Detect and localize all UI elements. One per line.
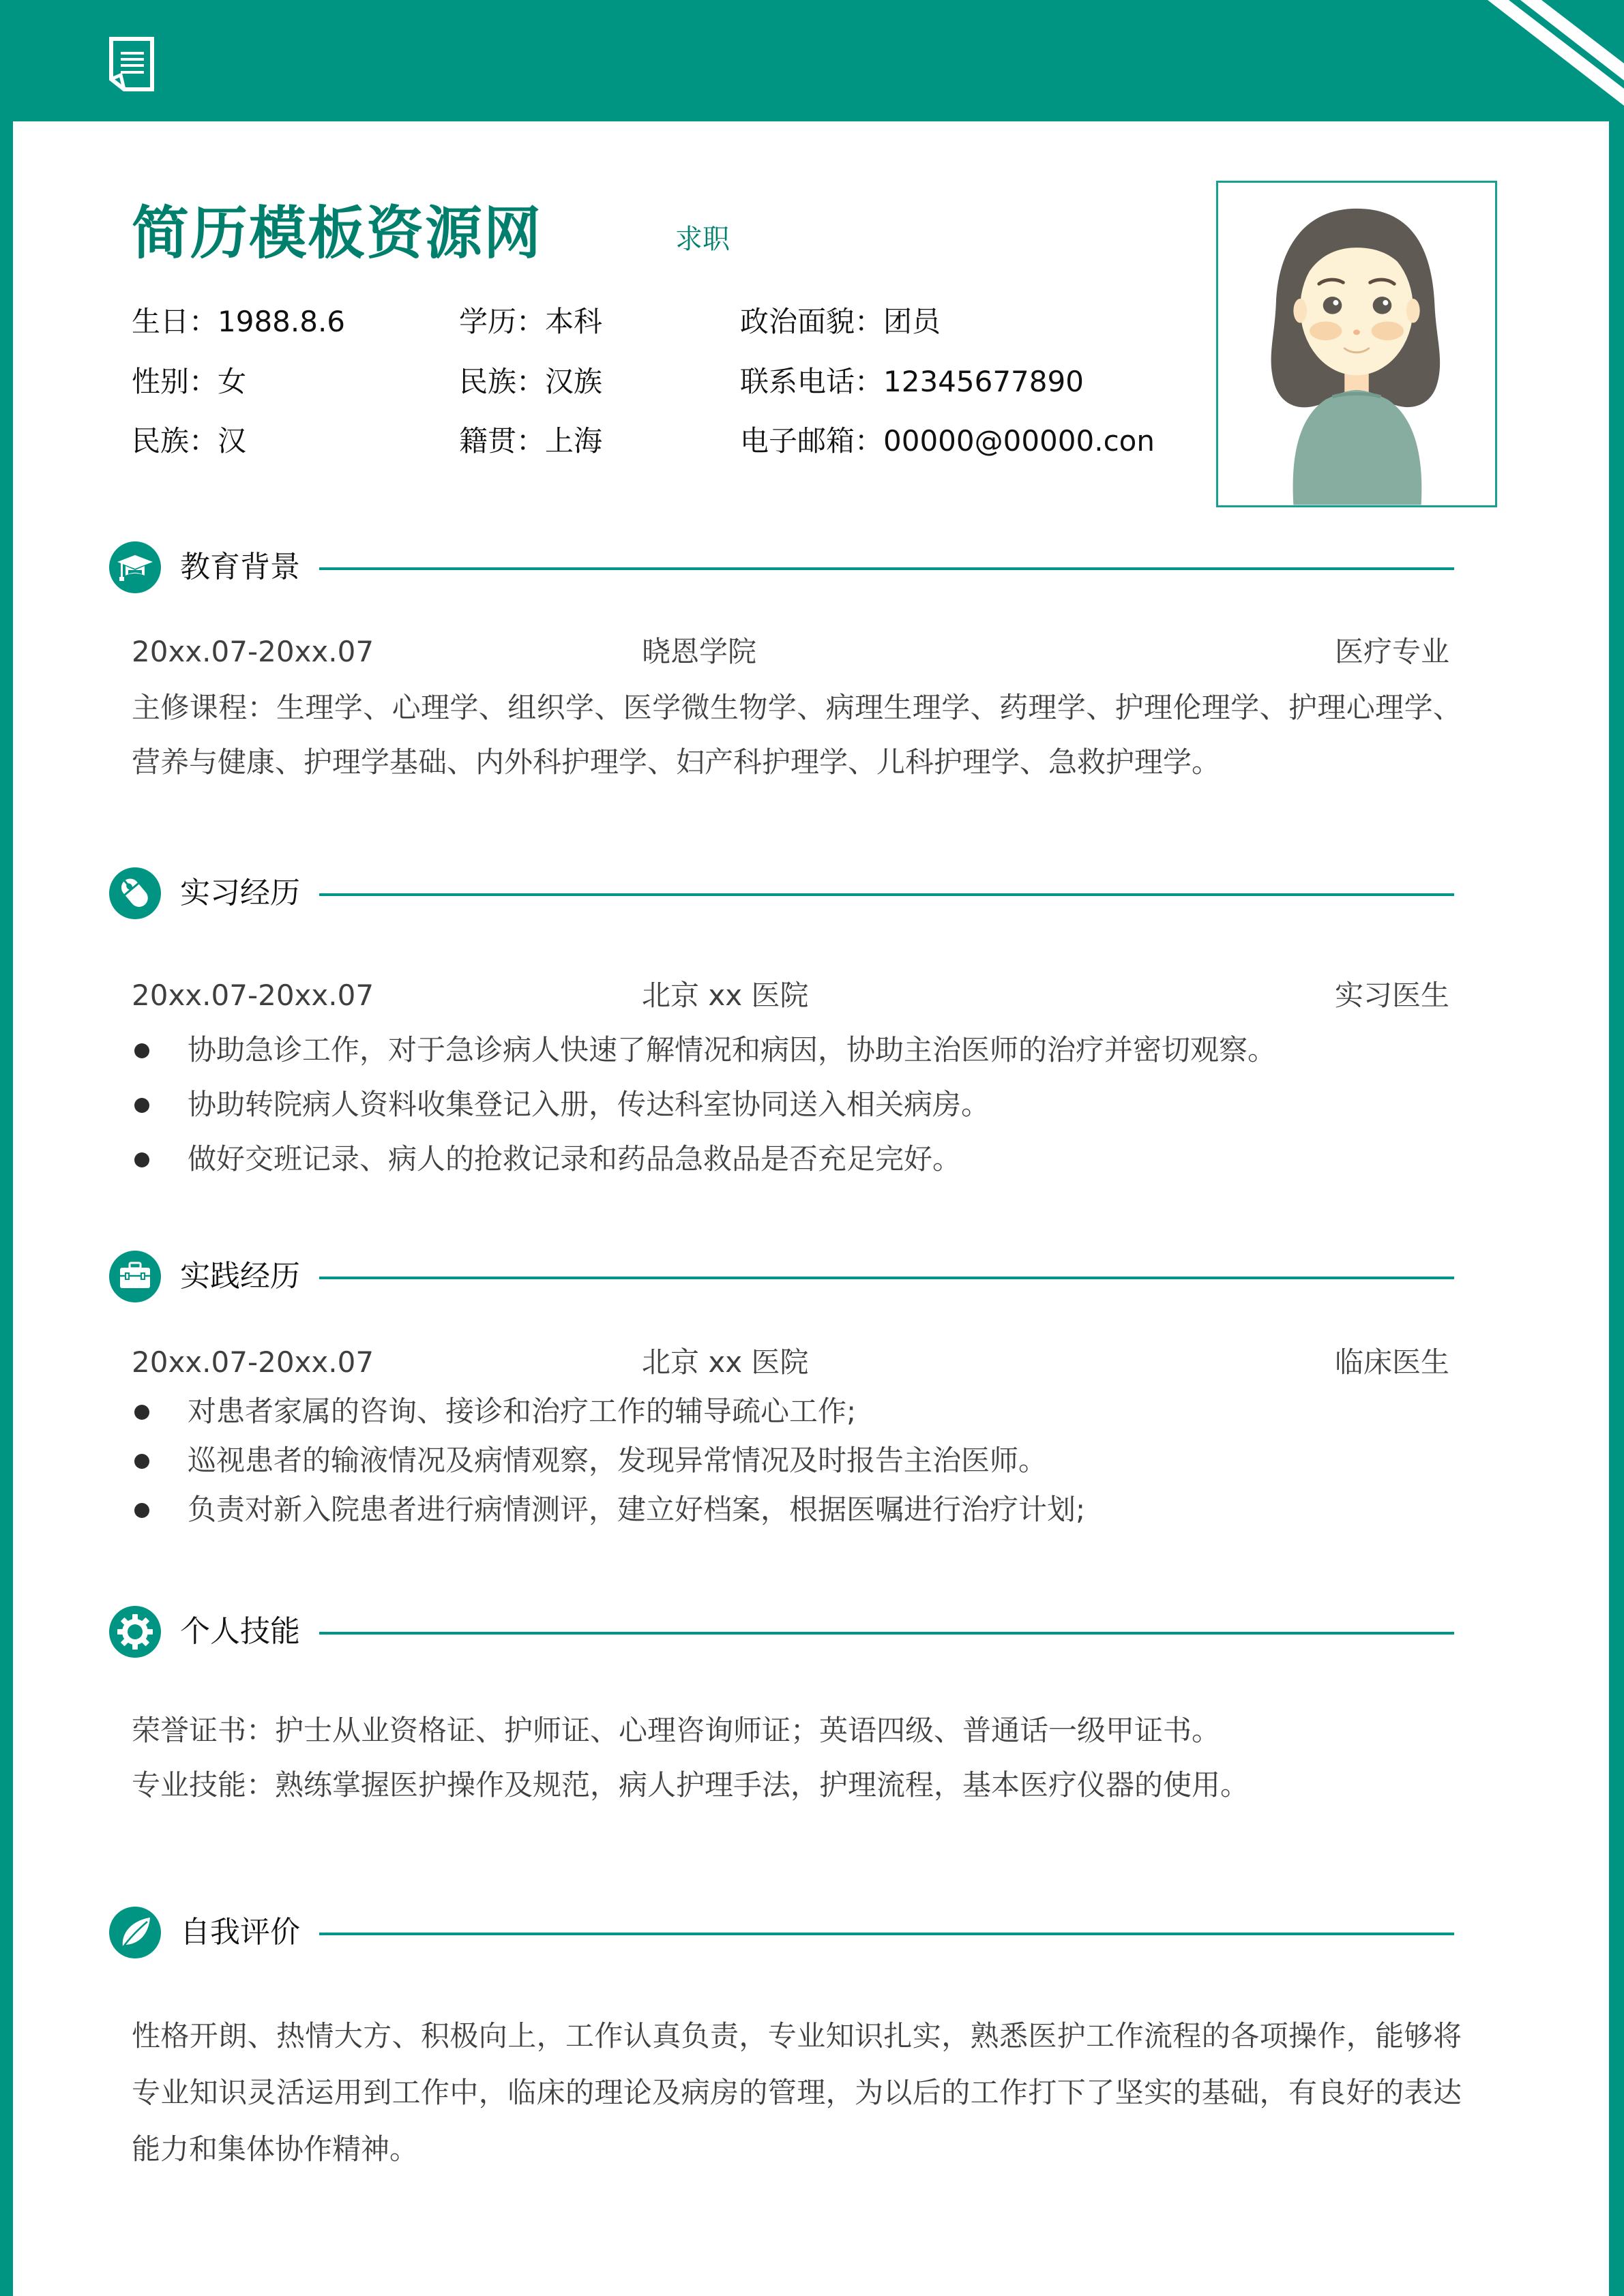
bullet-icon [134, 1152, 149, 1167]
info-ethnicity: 民族：汉族 [459, 365, 603, 398]
education-school: 晓恩学院 [642, 635, 757, 668]
info-phone: 联系电话：12345677890 [740, 365, 1084, 398]
self-evaluation-text: 性格开朗、热情大方、积极向上，工作认真负责，专业知识扎实，熟悉医护工作流程的各项操作，能够将专业知识灵活运用到工作中，临床的理论及病房的管理，为以后的工作打下了坚实的基础，有良好的表达能力和集体协作精神。 [132, 2019, 1462, 2166]
list-item: 协助急诊工作，对于急诊病人快速了解情况和病因，协助主治医师的治疗并密切观察。 [132, 1031, 1455, 1086]
section-internship [109, 867, 1454, 922]
section-skills [109, 1606, 1454, 1660]
info-gender: 性别：女 [132, 365, 247, 398]
section-title: 教育背景 [180, 550, 300, 584]
practice-duties [132, 1392, 1455, 1540]
section-title: 实践经历 [180, 1259, 300, 1294]
practice-date: 20xx.07-20xx.07 [132, 1345, 374, 1379]
section-practice [109, 1251, 1454, 1305]
section-self-evaluation [109, 1907, 1454, 1961]
info-political-status: 政治面貌：团员 [740, 305, 941, 338]
practice-entry-header [132, 1343, 1449, 1382]
internship-organization: 北京 xx 医院 [642, 979, 809, 1012]
education-courses: 主修课程：生理学、心理学、组织学、医学微生物学、病理生理学、药理学、护理伦理学、护理心理学、营养与健康、护理学基础、内外科护理学、妇产科护理学、儿科护理学、急救护理学。 [132, 691, 1462, 779]
briefcase-icon [109, 1251, 161, 1302]
practice-role: 临床医生 [1334, 1345, 1449, 1379]
bullet-icon [134, 1043, 149, 1058]
internship-role: 实习医生 [1334, 979, 1449, 1012]
header-band [0, 0, 1624, 121]
leaf-icon [109, 1907, 161, 1958]
info-education: 学历：本科 [459, 305, 603, 338]
section-divider [319, 1933, 1454, 1935]
list-item: 协助转院病人资料收集登记入册，传达科室协同送入相关病房。 [132, 1086, 1455, 1140]
section-title: 实习经历 [180, 876, 300, 910]
bullet-icon [134, 1503, 149, 1518]
avatar-illustration [1218, 183, 1495, 505]
graduation-cap-icon [109, 541, 161, 593]
list-item: 做好交班记录、病人的抢救记录和药品急救品是否充足完好。 [132, 1140, 1455, 1195]
education-entry-header [132, 633, 1449, 671]
profile-photo [1216, 181, 1497, 507]
skills-certificates: 荣誉证书：护士从业资格证、护师证、心理咨询师证；英语四级、普通话一级甲证书。 [132, 1714, 1221, 1747]
internship-date: 20xx.07-20xx.07 [132, 979, 374, 1012]
section-divider [319, 1277, 1454, 1279]
education-major: 医疗专业 [1334, 635, 1449, 668]
education-date: 20xx.07-20xx.07 [132, 635, 374, 668]
info-birthday: 生日：1988.8.6 [132, 305, 346, 338]
bullet-icon [134, 1405, 149, 1420]
candidate-name: 简历模板资源网 [132, 200, 543, 267]
section-divider [319, 567, 1454, 570]
internship-entry-header [132, 976, 1449, 1015]
skills-professional: 专业技能：熟练掌握医护操作及规范，病人护理手法，护理流程，基本医疗仪器的使用。 [132, 1768, 1250, 1802]
list-item: 负责对新入院患者进行病情测评，建立好档案，根据医嘱进行治疗计划; [132, 1491, 1455, 1540]
section-title: 个人技能 [180, 1614, 300, 1649]
right-border [1609, 0, 1624, 2296]
left-border [0, 0, 13, 2296]
info-email: 电子邮箱：00000@00000.con [740, 424, 1155, 458]
section-divider [319, 893, 1454, 896]
mouse-icon [109, 867, 161, 919]
job-target-label: 求职 [675, 224, 730, 255]
gear-icon [109, 1606, 161, 1658]
list-item: 对患者家属的咨询、接诊和治疗工作的辅导疏心工作; [132, 1392, 1455, 1442]
section-education [109, 541, 1454, 596]
bullet-icon [134, 1454, 149, 1469]
diagonal-stripes-decoration [1466, 0, 1624, 121]
document-icon [109, 37, 154, 91]
info-ethnicity-short: 民族：汉 [132, 424, 247, 458]
section-divider [319, 1632, 1454, 1635]
list-item: 巡视患者的输液情况及病情观察，发现异常情况及时报告主治医师。 [132, 1442, 1455, 1491]
internship-duties [132, 1031, 1455, 1195]
info-hometown: 籍贯：上海 [459, 424, 603, 458]
bullet-icon [134, 1098, 149, 1113]
section-title: 自我评价 [180, 1915, 300, 1950]
practice-organization: 北京 xx 医院 [642, 1345, 809, 1379]
